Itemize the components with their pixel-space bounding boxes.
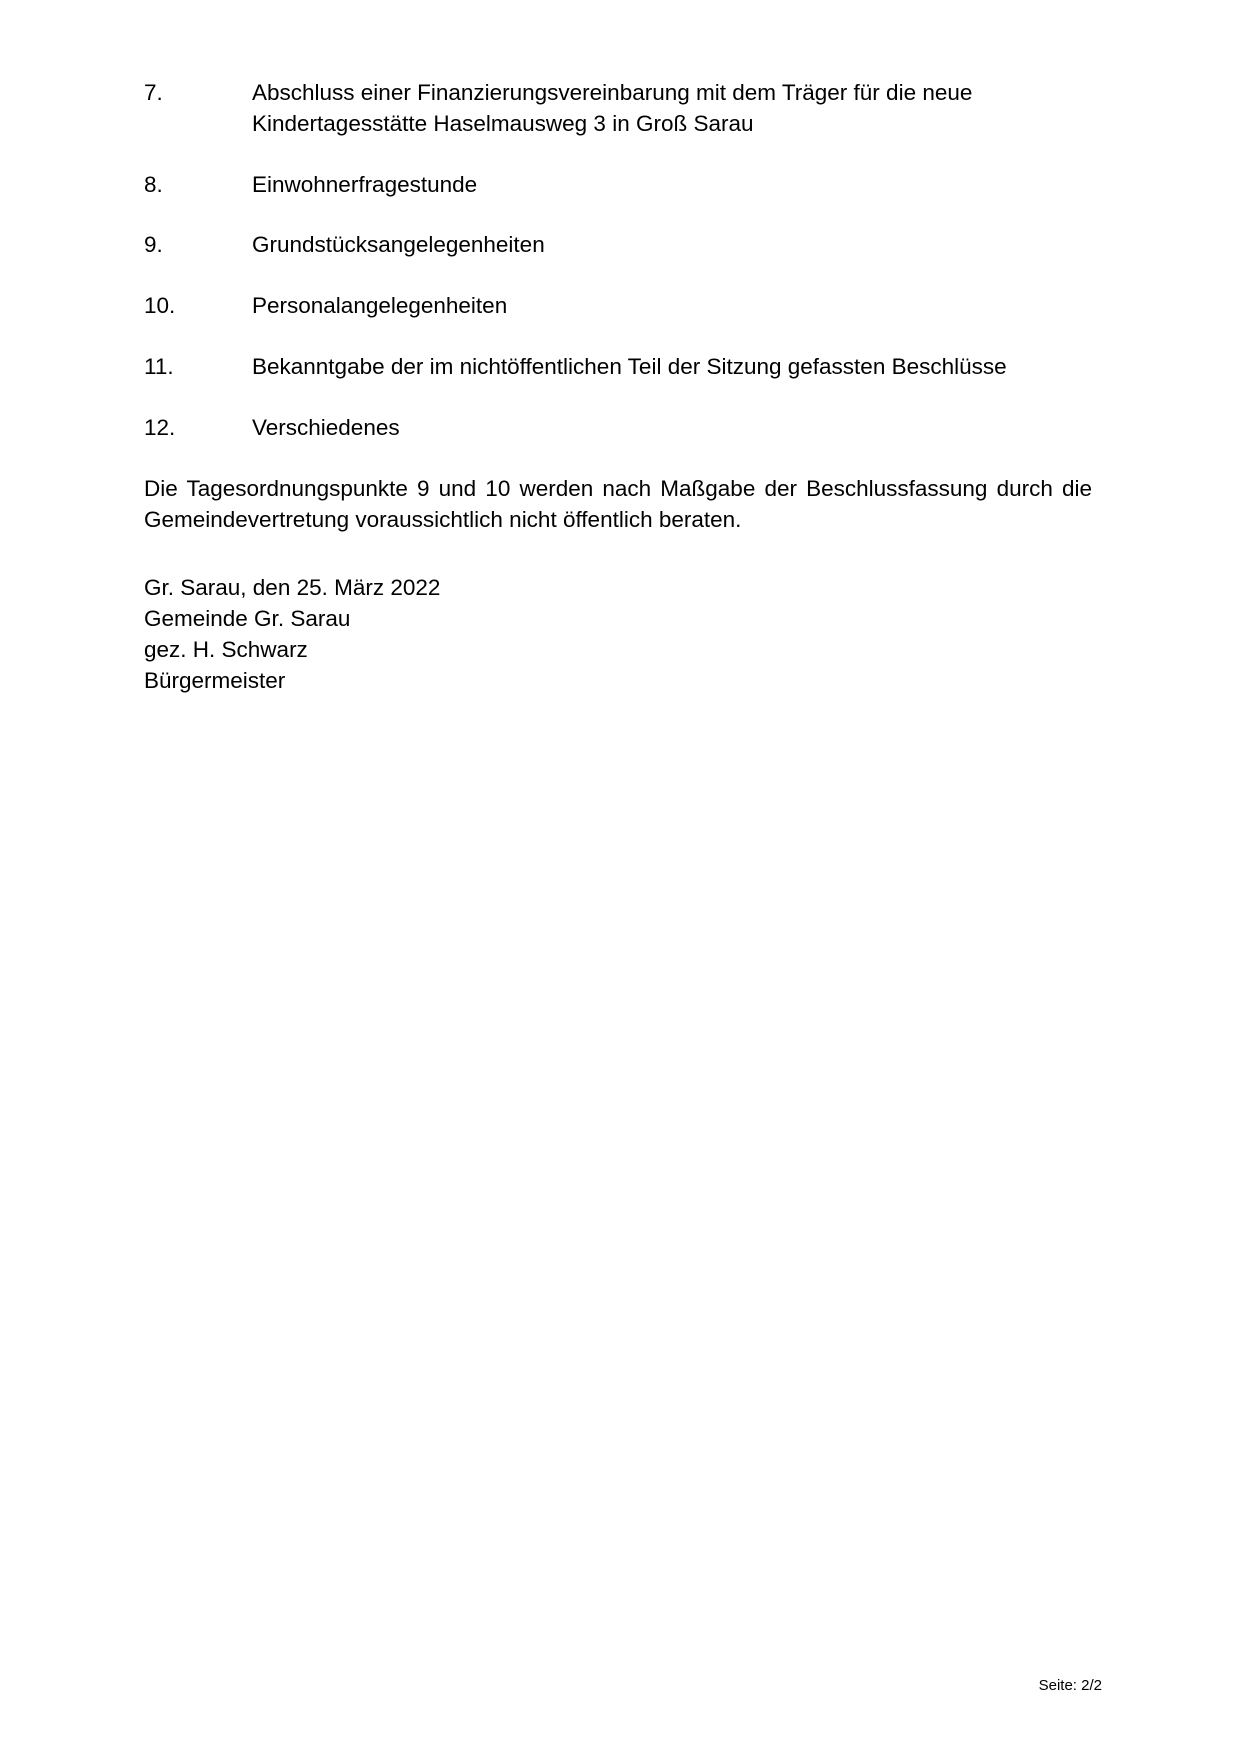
signature-block <box>144 573 1094 696</box>
signature-signed-by: gez. H. Schwarz <box>144 636 308 662</box>
signature-role: Bürgermeister <box>144 667 286 693</box>
agenda-item-text: Bekanntgabe der im nichtöffentlichen Teil der Sitzung gefassten Beschlüsse <box>252 354 1007 380</box>
agenda-item-number: 12. <box>144 414 176 440</box>
list-item <box>144 230 1094 261</box>
signature-municipality: Gemeinde Gr. Sarau <box>144 606 351 632</box>
agenda-item-text: Grundstücksangelegenheiten <box>252 232 545 258</box>
list-item <box>144 352 1094 383</box>
list-item <box>144 291 1094 322</box>
list-item <box>144 78 1094 140</box>
agenda-item-number: 7. <box>144 80 163 105</box>
agenda-item-text: Personalangelegenheiten <box>252 293 508 319</box>
agenda-item-number: 10. <box>144 293 176 319</box>
list-item <box>144 413 1094 444</box>
agenda-item-text: Verschiedenes <box>252 414 400 440</box>
agenda-item-number: 8. <box>144 171 163 197</box>
document-body <box>144 78 1094 697</box>
agenda-item-number: 11. <box>144 354 174 380</box>
agenda-item-text: Abschluss einer Finanzierungsvereinbarung mit dem Träger für die neue Kindertagesstätte Haselmausweg 3 in Groß Sarau <box>252 80 973 136</box>
signature-place-date: Gr. Sarau, den 25. März 2022 <box>144 575 441 601</box>
note-paragraph: Die Tagesordnungspunkte 9 und 10 werden nach Maßgabe der Beschlussfassung durch die Gemeindevertretung voraussichtlich nicht öffentlich beraten. <box>144 475 1092 532</box>
page-footer: Seite: 2/2 <box>1038 1677 1102 1694</box>
list-item <box>144 170 1094 201</box>
agenda-item-text: Einwohnerfragestunde <box>252 171 478 197</box>
agenda-item-number: 9. <box>144 232 163 258</box>
